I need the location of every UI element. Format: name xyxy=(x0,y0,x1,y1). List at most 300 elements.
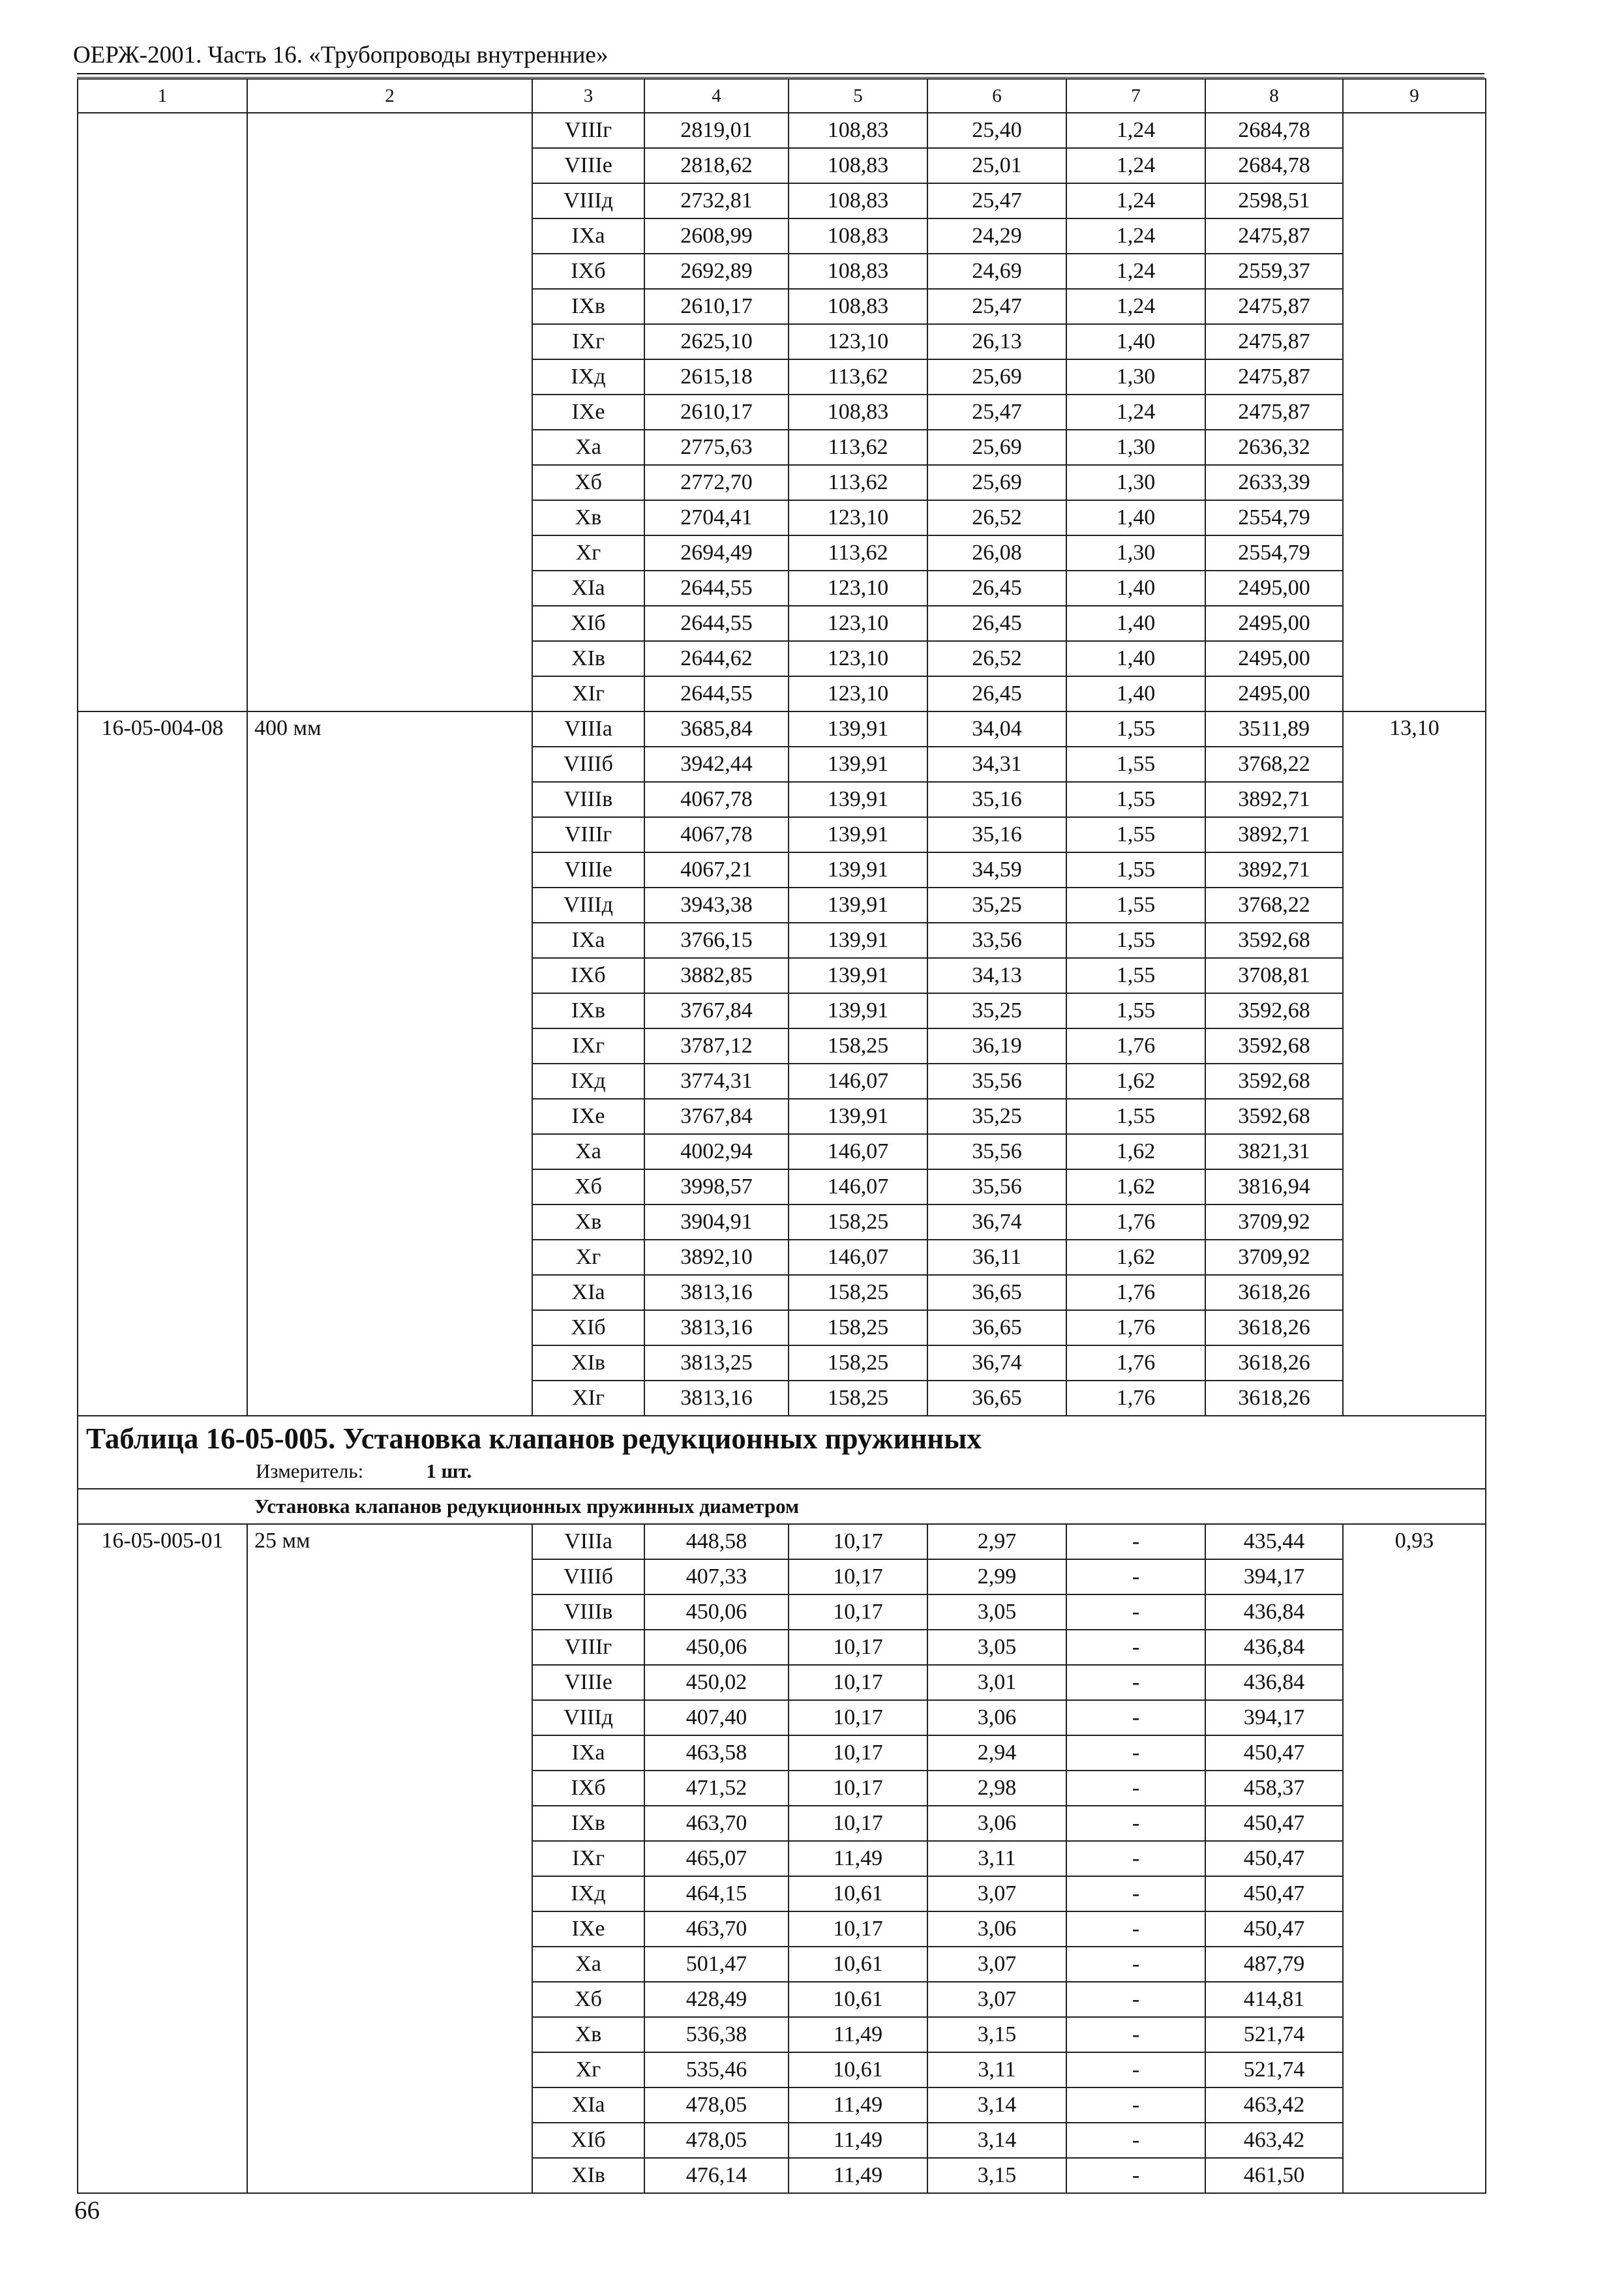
machine-cost-cell: 36,74 xyxy=(927,1345,1066,1381)
machinist-wage-cell: 1,40 xyxy=(1066,641,1205,676)
zone-cell: VIIIг xyxy=(532,817,644,852)
materials-cost-cell: 463,42 xyxy=(1205,2123,1343,2158)
machinist-wage-cell: - xyxy=(1066,1771,1205,1806)
labor-cost-cell: 11,49 xyxy=(789,2017,927,2052)
labor-cost-cell: 158,25 xyxy=(789,1310,927,1345)
machine-cost-cell: 35,25 xyxy=(927,888,1066,923)
direct-cost-cell: 476,14 xyxy=(644,2158,789,2193)
header-rule xyxy=(77,73,1484,78)
zone-cell: IXб xyxy=(532,254,644,289)
machinist-wage-cell: - xyxy=(1066,1630,1205,1665)
machinist-wage-cell: 1,24 xyxy=(1066,254,1205,289)
labor-cost-cell: 139,91 xyxy=(789,923,927,958)
zone-cell: IXе xyxy=(532,395,644,430)
machine-cost-cell: 2,94 xyxy=(927,1735,1066,1771)
machine-cost-cell: 2,98 xyxy=(927,1771,1066,1806)
direct-cost-cell: 450,06 xyxy=(644,1594,789,1630)
materials-cost-cell: 458,37 xyxy=(1205,1771,1343,1806)
materials-cost-cell: 394,17 xyxy=(1205,1559,1343,1594)
meter-line xyxy=(86,1458,1485,1488)
direct-cost-cell: 478,05 xyxy=(644,2087,789,2123)
zone-cell: XIг xyxy=(532,676,644,711)
materials-cost-cell: 2475,87 xyxy=(1205,395,1343,430)
materials-cost-cell: 394,17 xyxy=(1205,1700,1343,1735)
direct-cost-cell: 2608,99 xyxy=(644,218,789,254)
machinist-wage-cell: - xyxy=(1066,1911,1205,1947)
labor-cost-cell: 139,91 xyxy=(789,852,927,888)
machine-cost-cell: 35,56 xyxy=(927,1134,1066,1169)
machine-cost-cell: 35,16 xyxy=(927,817,1066,852)
direct-cost-cell: 3892,10 xyxy=(644,1240,789,1275)
materials-cost-cell: 3592,68 xyxy=(1205,923,1343,958)
machinist-wage-cell: 1,40 xyxy=(1066,324,1205,359)
labor-cost-cell: 10,17 xyxy=(789,1524,927,1559)
direct-cost-cell: 3813,16 xyxy=(644,1275,789,1310)
zone-cell: VIIIд xyxy=(532,888,644,923)
table-title: Таблица 16-05-005. Установка клапанов редукционных пружинных xyxy=(86,1422,982,1455)
machine-cost-cell: 3,15 xyxy=(927,2158,1066,2193)
materials-cost-cell: 450,47 xyxy=(1205,1735,1343,1771)
diameter-cell: 25 мм xyxy=(247,1524,532,2193)
machine-cost-cell: 36,74 xyxy=(927,1204,1066,1240)
machine-cost-cell: 3,06 xyxy=(927,1806,1066,1841)
column-number: 4 xyxy=(644,79,789,113)
machinist-wage-cell: 1,76 xyxy=(1066,1028,1205,1064)
labor-hours-cell xyxy=(1343,113,1486,711)
machinist-wage-cell: 1,55 xyxy=(1066,958,1205,993)
rate-code-cell: 16-05-005-01 xyxy=(78,1524,247,2193)
labor-cost-cell: 108,83 xyxy=(789,148,927,183)
zone-cell: Xб xyxy=(532,465,644,500)
materials-cost-cell: 2559,37 xyxy=(1205,254,1343,289)
zone-cell: VIIIа xyxy=(532,711,644,747)
labor-cost-cell: 10,17 xyxy=(789,1559,927,1594)
zone-cell: IXд xyxy=(532,1876,644,1911)
machine-cost-cell: 3,05 xyxy=(927,1594,1066,1630)
machinist-wage-cell: 1,55 xyxy=(1066,888,1205,923)
materials-cost-cell: 450,47 xyxy=(1205,1876,1343,1911)
labor-cost-cell: 146,07 xyxy=(789,1169,927,1204)
labor-cost-cell: 139,91 xyxy=(789,747,927,782)
zone-cell: XIб xyxy=(532,1310,644,1345)
materials-cost-cell: 3618,26 xyxy=(1205,1381,1343,1416)
machinist-wage-cell: 1,55 xyxy=(1066,1099,1205,1134)
labor-cost-cell: 10,61 xyxy=(789,1982,927,2017)
labor-cost-cell: 10,61 xyxy=(789,1876,927,1911)
machine-cost-cell: 3,14 xyxy=(927,2123,1066,2158)
machine-cost-cell: 25,47 xyxy=(927,395,1066,430)
materials-cost-cell: 2636,32 xyxy=(1205,430,1343,465)
zone-cell: XIб xyxy=(532,2123,644,2158)
direct-cost-cell: 4067,78 xyxy=(644,782,789,817)
machinist-wage-cell: 1,24 xyxy=(1066,183,1205,218)
machine-cost-cell: 34,59 xyxy=(927,852,1066,888)
materials-cost-cell: 436,84 xyxy=(1205,1594,1343,1630)
direct-cost-cell: 463,58 xyxy=(644,1735,789,1771)
zone-cell: VIIIб xyxy=(532,1559,644,1594)
direct-cost-cell: 464,15 xyxy=(644,1876,789,1911)
machinist-wage-cell: 1,40 xyxy=(1066,606,1205,641)
machine-cost-cell: 34,13 xyxy=(927,958,1066,993)
direct-cost-cell: 2732,81 xyxy=(644,183,789,218)
meter-value: 1 шт. xyxy=(426,1459,472,1482)
materials-cost-cell: 463,42 xyxy=(1205,2087,1343,2123)
machinist-wage-cell: 1,30 xyxy=(1066,465,1205,500)
zone-cell: Xв xyxy=(532,500,644,535)
machine-cost-cell: 35,56 xyxy=(927,1064,1066,1099)
direct-cost-cell: 3904,91 xyxy=(644,1204,789,1240)
column-number: 2 xyxy=(247,79,532,113)
machinist-wage-cell: 1,55 xyxy=(1066,993,1205,1028)
column-number: 9 xyxy=(1343,79,1486,113)
materials-cost-cell: 3709,92 xyxy=(1205,1240,1343,1275)
machine-cost-cell: 3,07 xyxy=(927,1982,1066,2017)
materials-cost-cell: 2598,51 xyxy=(1205,183,1343,218)
direct-cost-cell: 3767,84 xyxy=(644,993,789,1028)
machinist-wage-cell: 1,62 xyxy=(1066,1240,1205,1275)
labor-cost-cell: 158,25 xyxy=(789,1381,927,1416)
labor-hours-cell: 13,10 xyxy=(1343,711,1486,1416)
table-row xyxy=(78,711,1486,747)
materials-cost-cell: 3592,68 xyxy=(1205,1028,1343,1064)
zone-cell: IXа xyxy=(532,923,644,958)
materials-cost-cell: 3892,71 xyxy=(1205,782,1343,817)
direct-cost-cell: 4067,21 xyxy=(644,852,789,888)
labor-cost-cell: 123,10 xyxy=(789,500,927,535)
labor-cost-cell: 108,83 xyxy=(789,183,927,218)
machine-cost-cell: 35,25 xyxy=(927,1099,1066,1134)
labor-cost-cell: 123,10 xyxy=(789,676,927,711)
zone-cell: VIIIв xyxy=(532,1594,644,1630)
machine-cost-cell: 24,29 xyxy=(927,218,1066,254)
zone-cell: IXб xyxy=(532,1771,644,1806)
labor-cost-cell: 10,17 xyxy=(789,1594,927,1630)
machinist-wage-cell: - xyxy=(1066,2123,1205,2158)
labor-cost-cell: 10,17 xyxy=(789,1806,927,1841)
labor-cost-cell: 10,17 xyxy=(789,1665,927,1700)
column-number-row xyxy=(78,79,1486,113)
direct-cost-cell: 463,70 xyxy=(644,1806,789,1841)
materials-cost-cell: 3821,31 xyxy=(1205,1134,1343,1169)
machinist-wage-cell: 1,76 xyxy=(1066,1310,1205,1345)
zone-cell: Xб xyxy=(532,1982,644,2017)
materials-cost-cell: 3816,94 xyxy=(1205,1169,1343,1204)
machinist-wage-cell: - xyxy=(1066,1806,1205,1841)
direct-cost-cell: 478,05 xyxy=(644,2123,789,2158)
materials-cost-cell: 3768,22 xyxy=(1205,888,1343,923)
labor-cost-cell: 108,83 xyxy=(789,218,927,254)
materials-cost-cell: 2475,87 xyxy=(1205,359,1343,395)
machine-cost-cell: 26,13 xyxy=(927,324,1066,359)
machinist-wage-cell: 1,76 xyxy=(1066,1381,1205,1416)
labor-cost-cell: 123,10 xyxy=(789,606,927,641)
materials-cost-cell: 3708,81 xyxy=(1205,958,1343,993)
materials-cost-cell: 521,74 xyxy=(1205,2017,1343,2052)
machine-cost-cell: 36,65 xyxy=(927,1275,1066,1310)
labor-cost-cell: 123,10 xyxy=(789,324,927,359)
machine-cost-cell: 25,47 xyxy=(927,289,1066,324)
labor-cost-cell: 113,62 xyxy=(789,535,927,571)
machinist-wage-cell: - xyxy=(1066,2087,1205,2123)
direct-cost-cell: 450,06 xyxy=(644,1630,789,1665)
machinist-wage-cell: - xyxy=(1066,1700,1205,1735)
direct-cost-cell: 2818,62 xyxy=(644,148,789,183)
labor-cost-cell: 139,91 xyxy=(789,993,927,1028)
machinist-wage-cell: - xyxy=(1066,1665,1205,1700)
column-number: 7 xyxy=(1066,79,1205,113)
materials-cost-cell: 3618,26 xyxy=(1205,1310,1343,1345)
materials-cost-cell: 3592,68 xyxy=(1205,1099,1343,1134)
direct-cost-cell: 3882,85 xyxy=(644,958,789,993)
machine-cost-cell: 36,65 xyxy=(927,1381,1066,1416)
machinist-wage-cell: - xyxy=(1066,2158,1205,2193)
machinist-wage-cell: 1,40 xyxy=(1066,500,1205,535)
subheading-row xyxy=(78,1489,1486,1524)
materials-cost-cell: 3892,71 xyxy=(1205,852,1343,888)
machinist-wage-cell: 1,62 xyxy=(1066,1064,1205,1099)
labor-cost-cell: 10,61 xyxy=(789,1947,927,1982)
labor-cost-cell: 11,49 xyxy=(789,1841,927,1876)
direct-cost-cell: 463,70 xyxy=(644,1911,789,1947)
column-number: 6 xyxy=(927,79,1066,113)
zone-cell: VIIIе xyxy=(532,148,644,183)
zone-cell: IXв xyxy=(532,993,644,1028)
table-title-row xyxy=(78,1416,1486,1489)
zone-cell: Xа xyxy=(532,1134,644,1169)
materials-cost-cell: 2495,00 xyxy=(1205,676,1343,711)
machinist-wage-cell: 1,40 xyxy=(1066,571,1205,606)
machine-cost-cell: 3,15 xyxy=(927,2017,1066,2052)
labor-cost-cell: 108,83 xyxy=(789,289,927,324)
column-number: 3 xyxy=(532,79,644,113)
labor-cost-cell: 139,91 xyxy=(789,1099,927,1134)
direct-cost-cell: 2615,18 xyxy=(644,359,789,395)
direct-cost-cell: 3942,44 xyxy=(644,747,789,782)
labor-cost-cell: 10,17 xyxy=(789,1700,927,1735)
machinist-wage-cell: - xyxy=(1066,1876,1205,1911)
direct-cost-cell: 535,46 xyxy=(644,2052,789,2087)
machinist-wage-cell: - xyxy=(1066,1594,1205,1630)
table-row xyxy=(78,1524,1486,1559)
zone-cell: Xа xyxy=(532,1947,644,1982)
materials-cost-cell: 2633,39 xyxy=(1205,465,1343,500)
direct-cost-cell: 2610,17 xyxy=(644,395,789,430)
direct-cost-cell: 536,38 xyxy=(644,2017,789,2052)
direct-cost-cell: 2644,55 xyxy=(644,606,789,641)
rates-table xyxy=(77,78,1486,2194)
labor-cost-cell: 10,17 xyxy=(789,1771,927,1806)
direct-cost-cell: 428,49 xyxy=(644,1982,789,2017)
zone-cell: Xг xyxy=(532,1240,644,1275)
zone-cell: XIв xyxy=(532,1345,644,1381)
machine-cost-cell: 24,69 xyxy=(927,254,1066,289)
materials-cost-cell: 436,84 xyxy=(1205,1630,1343,1665)
direct-cost-cell: 4067,78 xyxy=(644,817,789,852)
materials-cost-cell: 2475,87 xyxy=(1205,289,1343,324)
machinist-wage-cell: 1,40 xyxy=(1066,676,1205,711)
zone-cell: IXг xyxy=(532,324,644,359)
materials-cost-cell: 2495,00 xyxy=(1205,641,1343,676)
direct-cost-cell: 3943,38 xyxy=(644,888,789,923)
table-row xyxy=(78,113,1486,148)
machine-cost-cell: 35,25 xyxy=(927,993,1066,1028)
machine-cost-cell: 25,69 xyxy=(927,430,1066,465)
machinist-wage-cell: - xyxy=(1066,1524,1205,1559)
direct-cost-cell: 471,52 xyxy=(644,1771,789,1806)
zone-cell: VIIIб xyxy=(532,747,644,782)
machinist-wage-cell: 1,24 xyxy=(1066,218,1205,254)
machinist-wage-cell: 1,24 xyxy=(1066,148,1205,183)
labor-hours-cell: 0,93 xyxy=(1343,1524,1486,2193)
direct-cost-cell: 407,33 xyxy=(644,1559,789,1594)
labor-cost-cell: 158,25 xyxy=(789,1275,927,1310)
direct-cost-cell: 501,47 xyxy=(644,1947,789,1982)
labor-cost-cell: 10,17 xyxy=(789,1630,927,1665)
machine-cost-cell: 34,04 xyxy=(927,711,1066,747)
materials-cost-cell: 487,79 xyxy=(1205,1947,1343,1982)
labor-cost-cell: 139,91 xyxy=(789,711,927,747)
direct-cost-cell: 3998,57 xyxy=(644,1169,789,1204)
materials-cost-cell: 3709,92 xyxy=(1205,1204,1343,1240)
labor-cost-cell: 123,10 xyxy=(789,641,927,676)
meter-label: Измеритель: xyxy=(256,1459,364,1482)
materials-cost-cell: 450,47 xyxy=(1205,1841,1343,1876)
direct-cost-cell: 407,40 xyxy=(644,1700,789,1735)
zone-cell: VIIIе xyxy=(532,852,644,888)
machine-cost-cell: 2,99 xyxy=(927,1559,1066,1594)
zone-cell: IXе xyxy=(532,1911,644,1947)
labor-cost-cell: 158,25 xyxy=(789,1345,927,1381)
machine-cost-cell: 26,52 xyxy=(927,500,1066,535)
labor-cost-cell: 158,25 xyxy=(789,1204,927,1240)
materials-cost-cell: 3511,89 xyxy=(1205,711,1343,747)
labor-cost-cell: 10,61 xyxy=(789,2052,927,2087)
machinist-wage-cell: - xyxy=(1066,2017,1205,2052)
direct-cost-cell: 3767,84 xyxy=(644,1099,789,1134)
labor-cost-cell: 139,91 xyxy=(789,817,927,852)
zone-cell: IXа xyxy=(532,218,644,254)
direct-cost-cell: 4002,94 xyxy=(644,1134,789,1169)
machinist-wage-cell: 1,30 xyxy=(1066,430,1205,465)
machinist-wage-cell: 1,24 xyxy=(1066,395,1205,430)
machinist-wage-cell: 1,55 xyxy=(1066,852,1205,888)
machine-cost-cell: 33,56 xyxy=(927,923,1066,958)
direct-cost-cell: 3774,31 xyxy=(644,1064,789,1099)
machine-cost-cell: 3,11 xyxy=(927,2052,1066,2087)
zone-cell: IXа xyxy=(532,1735,644,1771)
zone-cell: IXг xyxy=(532,1841,644,1876)
direct-cost-cell: 2644,55 xyxy=(644,676,789,711)
labor-cost-cell: 139,91 xyxy=(789,958,927,993)
labor-cost-cell: 146,07 xyxy=(789,1064,927,1099)
materials-cost-cell: 2475,87 xyxy=(1205,324,1343,359)
rate-code-cell: 16-05-004-08 xyxy=(78,711,247,1416)
direct-cost-cell: 3813,16 xyxy=(644,1310,789,1345)
zone-cell: Xа xyxy=(532,430,644,465)
direct-cost-cell: 3787,12 xyxy=(644,1028,789,1064)
machinist-wage-cell: 1,24 xyxy=(1066,289,1205,324)
diameter-cell xyxy=(247,113,532,711)
machinist-wage-cell: - xyxy=(1066,1559,1205,1594)
zone-cell: XIб xyxy=(532,606,644,641)
zone-cell: XIг xyxy=(532,1381,644,1416)
zone-cell: VIIIг xyxy=(532,1630,644,1665)
labor-cost-cell: 146,07 xyxy=(789,1240,927,1275)
labor-cost-cell: 108,83 xyxy=(789,113,927,148)
zone-cell: VIIIв xyxy=(532,782,644,817)
machine-cost-cell: 25,40 xyxy=(927,113,1066,148)
direct-cost-cell: 2644,62 xyxy=(644,641,789,676)
machinist-wage-cell: 1,62 xyxy=(1066,1169,1205,1204)
labor-cost-cell: 10,17 xyxy=(789,1735,927,1771)
materials-cost-cell: 450,47 xyxy=(1205,1806,1343,1841)
zone-cell: VIIIд xyxy=(532,183,644,218)
machinist-wage-cell: - xyxy=(1066,1735,1205,1771)
machine-cost-cell: 26,08 xyxy=(927,535,1066,571)
page-number: 66 xyxy=(74,2196,100,2224)
labor-cost-cell: 108,83 xyxy=(789,395,927,430)
machine-cost-cell: 3,01 xyxy=(927,1665,1066,1700)
direct-cost-cell: 2694,49 xyxy=(644,535,789,571)
zone-cell: IXб xyxy=(532,958,644,993)
zone-cell: Xв xyxy=(532,2017,644,2052)
materials-cost-cell: 3618,26 xyxy=(1205,1275,1343,1310)
machine-cost-cell: 26,45 xyxy=(927,676,1066,711)
machine-cost-cell: 3,14 xyxy=(927,2087,1066,2123)
column-number: 8 xyxy=(1205,79,1343,113)
materials-cost-cell: 3592,68 xyxy=(1205,1064,1343,1099)
zone-cell: Xв xyxy=(532,1204,644,1240)
labor-cost-cell: 146,07 xyxy=(789,1134,927,1169)
machinist-wage-cell: - xyxy=(1066,1841,1205,1876)
labor-cost-cell: 11,49 xyxy=(789,2123,927,2158)
machine-cost-cell: 3,11 xyxy=(927,1841,1066,1876)
materials-cost-cell: 2684,78 xyxy=(1205,148,1343,183)
direct-cost-cell: 3766,15 xyxy=(644,923,789,958)
column-number: 1 xyxy=(78,79,247,113)
direct-cost-cell: 2819,01 xyxy=(644,113,789,148)
machinist-wage-cell: 1,55 xyxy=(1066,817,1205,852)
zone-cell: VIIIг xyxy=(532,113,644,148)
zone-cell: IXв xyxy=(532,1806,644,1841)
machine-cost-cell: 35,16 xyxy=(927,782,1066,817)
machine-cost-cell: 36,11 xyxy=(927,1240,1066,1275)
machinist-wage-cell: 1,62 xyxy=(1066,1134,1205,1169)
labor-cost-cell: 10,17 xyxy=(789,1911,927,1947)
zone-cell: VIIIе xyxy=(532,1665,644,1700)
zone-cell: XIв xyxy=(532,641,644,676)
machine-cost-cell: 25,69 xyxy=(927,465,1066,500)
zone-cell: VIIIд xyxy=(532,1700,644,1735)
machine-cost-cell: 3,07 xyxy=(927,1947,1066,1982)
zone-cell: IXг xyxy=(532,1028,644,1064)
zone-cell: Xг xyxy=(532,535,644,571)
machinist-wage-cell: 1,30 xyxy=(1066,535,1205,571)
materials-cost-cell: 2684,78 xyxy=(1205,113,1343,148)
direct-cost-cell: 2610,17 xyxy=(644,289,789,324)
machinist-wage-cell: 1,76 xyxy=(1066,1204,1205,1240)
materials-cost-cell: 3892,71 xyxy=(1205,817,1343,852)
rate-code-cell xyxy=(78,113,247,711)
zone-cell: VIIIа xyxy=(532,1524,644,1559)
zone-cell: IXд xyxy=(532,359,644,395)
materials-cost-cell: 3618,26 xyxy=(1205,1345,1343,1381)
labor-cost-cell: 113,62 xyxy=(789,359,927,395)
direct-cost-cell: 3813,16 xyxy=(644,1381,789,1416)
materials-cost-cell: 521,74 xyxy=(1205,2052,1343,2087)
materials-cost-cell: 2554,79 xyxy=(1205,535,1343,571)
zone-cell: Xб xyxy=(532,1169,644,1204)
